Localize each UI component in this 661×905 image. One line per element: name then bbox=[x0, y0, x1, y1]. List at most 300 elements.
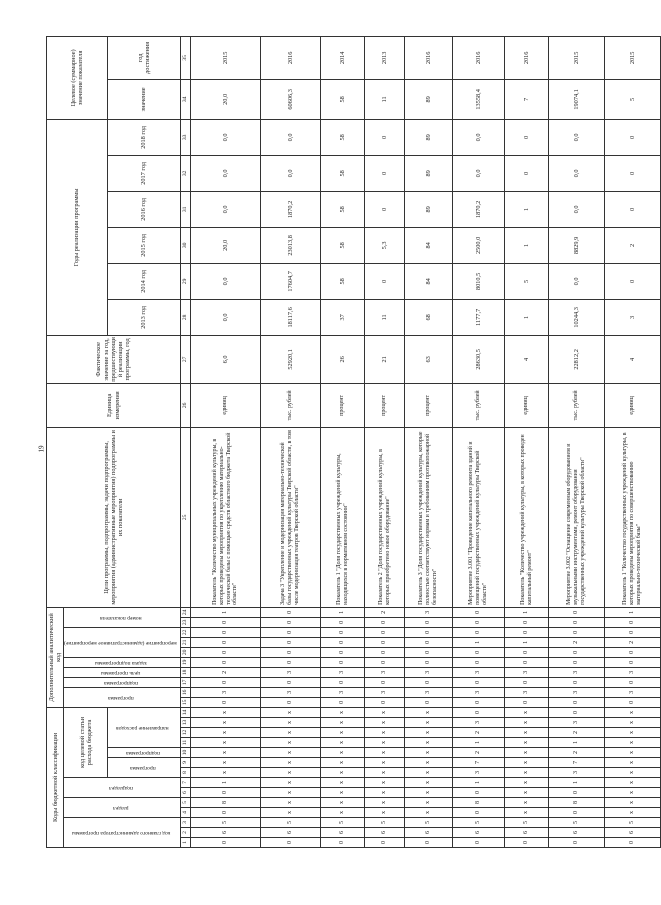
code-cell: x bbox=[365, 788, 405, 798]
column-number: 5 bbox=[181, 798, 191, 808]
code-cell: 0 bbox=[261, 697, 321, 707]
header-actual-value: Фактическое значение за год, предшествующий реализации программы, год bbox=[47, 335, 181, 383]
unit-cell: процент bbox=[321, 383, 365, 427]
header-value: значение bbox=[108, 79, 181, 119]
code-cell: x bbox=[505, 758, 549, 768]
year-value-cell: 5,3 bbox=[365, 227, 405, 263]
year-value-cell: 1 bbox=[505, 227, 549, 263]
code-cell: 3 bbox=[549, 687, 605, 697]
code-cell: x bbox=[261, 758, 321, 768]
year-value-cell: 18117,6 bbox=[261, 299, 321, 335]
code-cell: 1 bbox=[505, 637, 549, 647]
code-cell: x bbox=[605, 728, 661, 738]
code-cell: 3 bbox=[505, 667, 549, 677]
code-cell: x bbox=[605, 808, 661, 818]
code-cell: x bbox=[405, 718, 453, 728]
table-body bbox=[191, 36, 661, 847]
year-value-cell: 58 bbox=[321, 191, 365, 227]
code-cell: 3 bbox=[549, 768, 605, 778]
year-value-cell: 0 bbox=[605, 191, 661, 227]
header-program-goal: цель программы bbox=[64, 667, 181, 677]
year-value-cell: 23013,8 bbox=[261, 227, 321, 263]
code-cell: 3 bbox=[321, 687, 365, 697]
code-cell: 6 bbox=[549, 828, 605, 838]
year-value-cell: 0,0 bbox=[453, 119, 505, 155]
column-number: 15 bbox=[181, 697, 191, 707]
code-cell: x bbox=[261, 718, 321, 728]
column-number: 33 bbox=[181, 119, 191, 155]
header-year-2018: 2018 год bbox=[108, 119, 181, 155]
code-cell: 1 bbox=[453, 637, 505, 647]
code-cell: 0 bbox=[549, 627, 605, 637]
code-cell: x bbox=[321, 768, 365, 778]
header-unit: Единица измерения bbox=[47, 383, 181, 427]
column-number: 9 bbox=[181, 758, 191, 768]
code-cell: 0 bbox=[453, 788, 505, 798]
header-year-2017: 2017 год bbox=[108, 155, 181, 191]
code-cell: 6 bbox=[505, 828, 549, 838]
column-number: 10 bbox=[181, 748, 191, 758]
code-cell: 3 bbox=[453, 687, 505, 697]
code-cell: 1 bbox=[453, 738, 505, 748]
column-number: 11 bbox=[181, 738, 191, 748]
code-cell: 2 bbox=[453, 728, 505, 738]
column-number: 3 bbox=[181, 818, 191, 828]
rotated-page bbox=[46, 41, 642, 848]
code-cell: x bbox=[505, 778, 549, 788]
year-value-cell: 0 bbox=[505, 155, 549, 191]
code-cell: 0 bbox=[549, 607, 605, 617]
header-target-article: код целевой статьи расхода бюджета bbox=[64, 707, 108, 777]
code-cell: 6 bbox=[453, 828, 505, 838]
code-cell: 1 bbox=[191, 607, 261, 617]
code-cell: 0 bbox=[321, 627, 365, 637]
column-number: 34 bbox=[181, 79, 191, 119]
code-cell: x bbox=[405, 788, 453, 798]
code-cell: 0 bbox=[261, 637, 321, 647]
code-cell: x bbox=[321, 718, 365, 728]
header-year-2016: 2016 год bbox=[108, 191, 181, 227]
final-value-cell: 58 bbox=[321, 79, 365, 119]
actual-value-cell: 22812,2 bbox=[549, 335, 605, 383]
code-cell: 0 bbox=[605, 677, 661, 687]
code-cell: 8 bbox=[549, 798, 605, 808]
code-cell: 0 bbox=[605, 647, 661, 657]
column-number: 19 bbox=[181, 657, 191, 667]
code-cell: 0 bbox=[549, 707, 605, 717]
code-cell: 3 bbox=[505, 687, 549, 697]
column-number: 20 bbox=[181, 647, 191, 657]
code-cell: 2 bbox=[365, 607, 405, 617]
year-value-cell: 1870,2 bbox=[261, 191, 321, 227]
year-value-cell: 1177,7 bbox=[453, 299, 505, 335]
actual-value-cell: 4 bbox=[505, 335, 549, 383]
year-value-cell: 2500,0 bbox=[453, 227, 505, 263]
code-cell: 0 bbox=[191, 657, 261, 667]
header-year-achieve: год достижения bbox=[108, 36, 181, 79]
code-cell: x bbox=[365, 808, 405, 818]
code-cell: x bbox=[505, 707, 549, 717]
year-value-cell: 20,0 bbox=[191, 227, 261, 263]
code-cell: 0 bbox=[505, 677, 549, 687]
code-cell: x bbox=[605, 707, 661, 717]
column-number: 28 bbox=[181, 299, 191, 335]
year-value-cell: 0,0 bbox=[261, 119, 321, 155]
code-cell: 3 bbox=[365, 667, 405, 677]
year-value-cell: 8010,5 bbox=[453, 263, 505, 299]
unit-cell: тыс. рублей bbox=[549, 383, 605, 427]
code-cell: 6 bbox=[321, 828, 365, 838]
column-number: 32 bbox=[181, 155, 191, 191]
code-cell: 0 bbox=[365, 637, 405, 647]
year-value-cell: 0,0 bbox=[191, 119, 261, 155]
code-cell: 3 bbox=[405, 607, 453, 617]
code-cell: 0 bbox=[261, 838, 321, 848]
year-value-cell: 5 bbox=[505, 263, 549, 299]
code-cell: x bbox=[365, 758, 405, 768]
code-cell: 5 bbox=[405, 818, 453, 828]
code-cell: 5 bbox=[453, 818, 505, 828]
code-cell: 1 bbox=[505, 607, 549, 617]
header-goals: Цели программы, подпрограммы, задачи подпрограммы, мероприятия (административные мероприятия) подпрограммы и их показатели bbox=[47, 427, 181, 607]
year-value-cell: 10244,3 bbox=[549, 299, 605, 335]
code-cell: x bbox=[261, 728, 321, 738]
year-value-cell: 0,0 bbox=[261, 155, 321, 191]
code-cell: 1 bbox=[321, 607, 365, 617]
code-cell: 5 bbox=[549, 818, 605, 828]
code-cell: x bbox=[261, 707, 321, 717]
code-cell: 0 bbox=[605, 657, 661, 667]
final-value-cell: 5 bbox=[605, 79, 661, 119]
code-cell: 0 bbox=[549, 657, 605, 667]
column-number: 24 bbox=[181, 607, 191, 617]
code-cell: 0 bbox=[549, 647, 605, 657]
code-cell: 0 bbox=[505, 838, 549, 848]
code-cell: 0 bbox=[321, 647, 365, 657]
code-cell: 0 bbox=[453, 627, 505, 637]
code-cell: 0 bbox=[605, 627, 661, 637]
code-cell: x bbox=[605, 738, 661, 748]
column-number: 18 bbox=[181, 667, 191, 677]
year-value-cell: 0,0 bbox=[191, 263, 261, 299]
code-cell: 0 bbox=[405, 697, 453, 707]
year-value-cell: 17604,7 bbox=[261, 263, 321, 299]
code-cell: x bbox=[405, 728, 453, 738]
code-cell: 0 bbox=[321, 657, 365, 667]
year-value-cell: 84 bbox=[405, 227, 453, 263]
code-cell: x bbox=[261, 808, 321, 818]
code-cell: x bbox=[191, 758, 261, 768]
code-cell: 2 bbox=[605, 637, 661, 647]
year-value-cell: 1870,2 bbox=[453, 191, 505, 227]
year-value-cell: 8829,9 bbox=[549, 227, 605, 263]
code-cell: 3 bbox=[321, 667, 365, 677]
code-cell: 0 bbox=[405, 657, 453, 667]
year-value-cell: 0 bbox=[605, 263, 661, 299]
code-cell: 0 bbox=[261, 657, 321, 667]
final-value-cell: 13558,4 bbox=[453, 79, 505, 119]
year-value-cell: 0,0 bbox=[191, 155, 261, 191]
page-number: 19 bbox=[37, 445, 46, 453]
code-cell: 3 bbox=[453, 667, 505, 677]
code-cell: 6 bbox=[405, 828, 453, 838]
year-value-cell: 89 bbox=[405, 119, 453, 155]
table-row bbox=[605, 36, 661, 847]
code-cell: 3 bbox=[453, 718, 505, 728]
code-cell: 0 bbox=[365, 657, 405, 667]
unit-cell: тыс. рублей bbox=[261, 383, 321, 427]
code-cell: x bbox=[321, 808, 365, 818]
code-cell: 0 bbox=[321, 617, 365, 627]
header-an-subprogram: подпрограмма bbox=[64, 677, 181, 687]
header-year-2014: 2014 год bbox=[108, 263, 181, 299]
final-year-cell: 2013 bbox=[365, 36, 405, 79]
code-cell: 0 bbox=[405, 637, 453, 647]
code-cell: 0 bbox=[365, 627, 405, 637]
code-cell: x bbox=[505, 718, 549, 728]
year-value-cell: 84 bbox=[405, 263, 453, 299]
code-cell: x bbox=[261, 798, 321, 808]
code-cell: 0 bbox=[605, 617, 661, 627]
code-cell: x bbox=[261, 738, 321, 748]
code-cell: 0 bbox=[549, 838, 605, 848]
code-cell: 0 bbox=[321, 838, 365, 848]
year-value-cell: 1 bbox=[505, 191, 549, 227]
code-cell: 0 bbox=[191, 697, 261, 707]
code-cell: x bbox=[321, 778, 365, 788]
code-cell: 3 bbox=[365, 687, 405, 697]
column-number: 30 bbox=[181, 227, 191, 263]
code-cell: x bbox=[505, 748, 549, 758]
year-value-cell: 58 bbox=[321, 227, 365, 263]
code-cell: x bbox=[405, 758, 453, 768]
code-cell: x bbox=[321, 798, 365, 808]
code-cell: x bbox=[261, 748, 321, 758]
code-cell: x bbox=[405, 778, 453, 788]
code-cell: 7 bbox=[453, 758, 505, 768]
year-value-cell: 58 bbox=[321, 119, 365, 155]
final-value-cell: 7 bbox=[505, 79, 549, 119]
code-cell: x bbox=[505, 798, 549, 808]
code-cell: x bbox=[191, 718, 261, 728]
final-year-cell: 2015 bbox=[549, 36, 605, 79]
column-number: 17 bbox=[181, 677, 191, 687]
column-number: 26 bbox=[181, 383, 191, 427]
code-cell: 3 bbox=[261, 687, 321, 697]
code-cell: 0 bbox=[191, 627, 261, 637]
year-value-cell: 58 bbox=[321, 155, 365, 191]
code-cell: 0 bbox=[505, 627, 549, 637]
header-indicator-no: номер показателя bbox=[64, 607, 181, 627]
final-year-cell: 2016 bbox=[453, 36, 505, 79]
code-cell: 3 bbox=[191, 687, 261, 697]
code-cell: 0 bbox=[453, 697, 505, 707]
code-cell: x bbox=[405, 808, 453, 818]
code-cell: 0 bbox=[453, 707, 505, 717]
code-cell: 0 bbox=[191, 677, 261, 687]
code-cell: 0 bbox=[453, 647, 505, 657]
code-cell: x bbox=[365, 728, 405, 738]
code-cell: 0 bbox=[261, 617, 321, 627]
code-cell: x bbox=[365, 718, 405, 728]
code-cell: 3 bbox=[261, 667, 321, 677]
year-value-cell: 0 bbox=[365, 263, 405, 299]
header-section: раздел bbox=[64, 798, 181, 818]
code-cell: x bbox=[191, 738, 261, 748]
code-cell: 0 bbox=[605, 838, 661, 848]
actual-value-cell: 28630,5 bbox=[453, 335, 505, 383]
code-cell: x bbox=[405, 768, 453, 778]
final-year-cell: 2015 bbox=[191, 36, 261, 79]
code-cell: x bbox=[321, 748, 365, 758]
goal-name-cell: Задача 3 "Укрепление и модернизация материально-технической базы государственных учреждений культуры Тверской области, в том числе модернизация театров Тверской области" bbox=[261, 427, 321, 607]
code-cell: 0 bbox=[191, 647, 261, 657]
code-cell: 0 bbox=[549, 697, 605, 707]
code-cell: 0 bbox=[191, 788, 261, 798]
code-cell: 0 bbox=[549, 788, 605, 798]
code-cell: 3 bbox=[605, 667, 661, 677]
year-value-cell: 11 bbox=[365, 299, 405, 335]
table-row bbox=[405, 36, 453, 847]
year-value-cell: 0 bbox=[605, 155, 661, 191]
table-row bbox=[261, 36, 321, 847]
code-cell: x bbox=[505, 728, 549, 738]
program-table bbox=[46, 36, 661, 848]
year-value-cell: 0 bbox=[505, 119, 549, 155]
column-number: 12 bbox=[181, 728, 191, 738]
code-cell: x bbox=[261, 768, 321, 778]
column-number: 14 bbox=[181, 707, 191, 717]
code-cell: x bbox=[365, 798, 405, 808]
code-cell: x bbox=[321, 728, 365, 738]
code-cell: x bbox=[605, 798, 661, 808]
code-cell: x bbox=[405, 748, 453, 758]
column-number: 25 bbox=[181, 427, 191, 607]
column-number-row bbox=[181, 36, 191, 847]
code-cell: x bbox=[605, 718, 661, 728]
code-cell: 0 bbox=[505, 697, 549, 707]
year-value-cell: 0 bbox=[365, 119, 405, 155]
code-cell: x bbox=[191, 748, 261, 758]
code-cell: 5 bbox=[365, 818, 405, 828]
table-row bbox=[453, 36, 505, 847]
code-cell: 3 bbox=[549, 718, 605, 728]
code-cell: 0 bbox=[365, 647, 405, 657]
unit-cell: единиц bbox=[191, 383, 261, 427]
code-cell: 3 bbox=[549, 667, 605, 677]
year-value-cell: 89 bbox=[405, 191, 453, 227]
code-cell: x bbox=[321, 788, 365, 798]
final-year-cell: 2016 bbox=[261, 36, 321, 79]
year-value-cell: 0,0 bbox=[549, 155, 605, 191]
code-cell: 0 bbox=[261, 607, 321, 617]
column-number: 8 bbox=[181, 768, 191, 778]
code-cell: 0 bbox=[605, 697, 661, 707]
column-number: 6 bbox=[181, 788, 191, 798]
column-number: 2 bbox=[181, 828, 191, 838]
header-budget-codes: Коды бюджетной классификации bbox=[47, 707, 64, 847]
header-analytic-code: Дополнительный аналитический код bbox=[47, 607, 64, 707]
code-cell: x bbox=[505, 738, 549, 748]
code-cell: 0 bbox=[191, 808, 261, 818]
code-cell: x bbox=[405, 738, 453, 748]
year-value-cell: 2 bbox=[605, 227, 661, 263]
code-cell: x bbox=[321, 758, 365, 768]
code-cell: 0 bbox=[405, 677, 453, 687]
code-cell: 0 bbox=[505, 617, 549, 627]
actual-value-cell: 52920,1 bbox=[261, 335, 321, 383]
column-number: 1 bbox=[181, 838, 191, 848]
year-value-cell: 1 bbox=[505, 299, 549, 335]
code-cell: 1 bbox=[453, 778, 505, 788]
code-cell: 0 bbox=[365, 697, 405, 707]
code-cell: 0 bbox=[405, 647, 453, 657]
code-cell: x bbox=[321, 738, 365, 748]
code-cell: 0 bbox=[453, 657, 505, 667]
code-cell: 0 bbox=[549, 617, 605, 627]
code-cell: 1 bbox=[549, 738, 605, 748]
code-cell: x bbox=[365, 778, 405, 788]
year-value-cell: 0,0 bbox=[549, 263, 605, 299]
code-cell: 0 bbox=[191, 838, 261, 848]
unit-cell: единиц bbox=[605, 383, 661, 427]
code-cell: x bbox=[605, 778, 661, 788]
final-year-cell: 2016 bbox=[505, 36, 549, 79]
code-cell: x bbox=[365, 738, 405, 748]
final-year-cell: 2014 bbox=[321, 36, 365, 79]
actual-value-cell: 21 bbox=[365, 335, 405, 383]
code-cell: x bbox=[191, 728, 261, 738]
code-cell: x bbox=[261, 788, 321, 798]
code-cell: x bbox=[365, 748, 405, 758]
code-cell: 0 bbox=[321, 697, 365, 707]
code-cell: x bbox=[191, 707, 261, 717]
year-value-cell: 0 bbox=[605, 119, 661, 155]
year-value-cell: 0,0 bbox=[549, 119, 605, 155]
year-value-cell: 3 bbox=[605, 299, 661, 335]
actual-value-cell: 4 bbox=[605, 335, 661, 383]
code-cell: x bbox=[191, 768, 261, 778]
code-cell: 0 bbox=[453, 607, 505, 617]
code-cell: 0 bbox=[453, 617, 505, 627]
column-number: 22 bbox=[181, 627, 191, 637]
header-year-2013: 2013 год bbox=[108, 299, 181, 335]
header-program: программа bbox=[108, 758, 181, 778]
code-cell: 0 bbox=[321, 637, 365, 647]
code-cell: 8 bbox=[453, 798, 505, 808]
code-cell: 0 bbox=[453, 677, 505, 687]
code-cell: 2 bbox=[549, 637, 605, 647]
code-cell: 0 bbox=[505, 647, 549, 657]
column-number: 31 bbox=[181, 191, 191, 227]
table-row bbox=[365, 36, 405, 847]
goal-name-cell: Мероприятие 3.001 "Проведение капитального ремонта зданий и помещений государственных учреждений культуры Тверской области" bbox=[453, 427, 505, 607]
table-row bbox=[505, 36, 549, 847]
header-subprogram-task: задача подпрограммы bbox=[64, 657, 181, 667]
code-cell: 3 bbox=[605, 687, 661, 697]
final-value-cell: 89 bbox=[405, 79, 453, 119]
code-cell: 0 bbox=[405, 617, 453, 627]
code-cell: x bbox=[365, 768, 405, 778]
goal-name-cell: Показатель 2 "Доля государственных учреждений культуры, в которых приобретено новое оборудование" bbox=[365, 427, 405, 607]
code-cell: 6 bbox=[191, 828, 261, 838]
final-year-cell: 2015 bbox=[605, 36, 661, 79]
code-cell: 0 bbox=[549, 808, 605, 818]
code-cell: 2 bbox=[549, 748, 605, 758]
code-cell: x bbox=[605, 758, 661, 768]
column-number: 23 bbox=[181, 617, 191, 627]
column-number: 35 bbox=[181, 36, 191, 79]
